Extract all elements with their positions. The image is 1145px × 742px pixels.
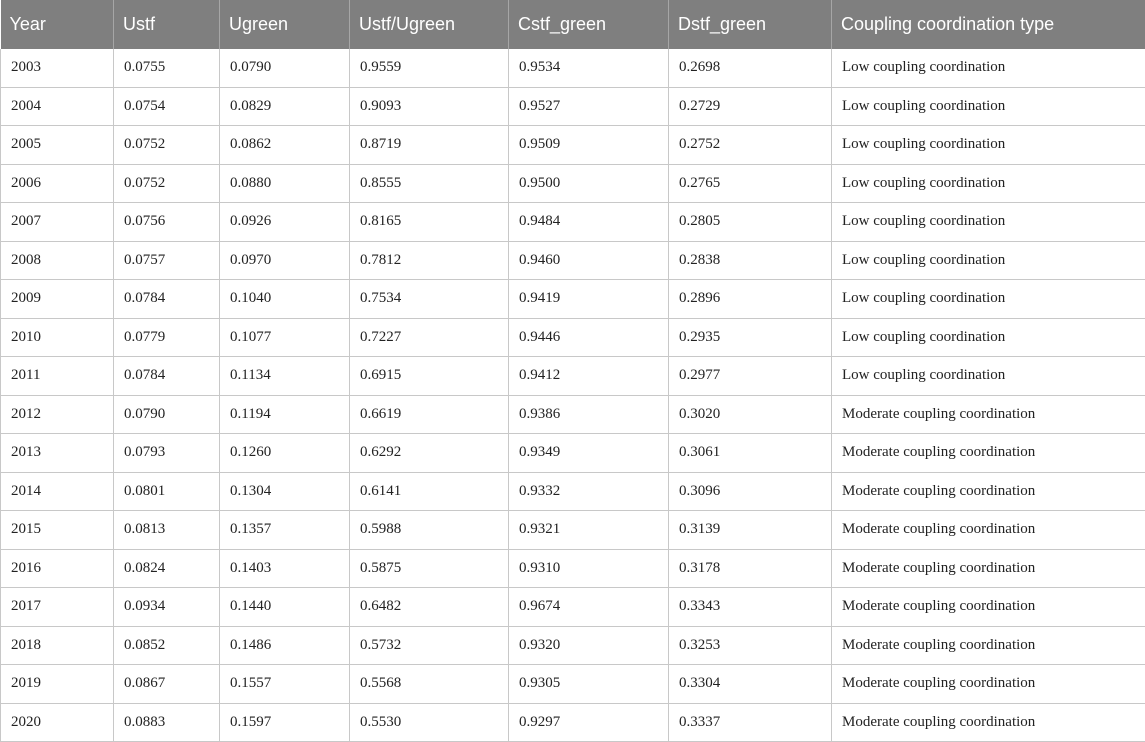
cell-year: 2011: [1, 357, 114, 396]
cell-dstf-green: 0.2698: [669, 49, 832, 87]
table-row: [1, 203, 1145, 242]
cell-year: 2020: [1, 703, 114, 742]
cell-ugreen: 0.1077: [220, 318, 350, 357]
table-header: [1, 0, 1145, 49]
cell-ustf-ugreen: 0.9093: [350, 87, 509, 126]
cell-year: 2018: [1, 626, 114, 665]
cell-ustf: 0.0756: [114, 203, 220, 242]
cell-cstf-green: 0.9321: [509, 511, 669, 550]
cell-dstf-green: 0.3096: [669, 472, 832, 511]
cell-ustf-ugreen: 0.8719: [350, 126, 509, 165]
cell-dstf-green: 0.3061: [669, 434, 832, 473]
column-header-year: Year: [1, 0, 114, 49]
cell-cstf-green: 0.9310: [509, 549, 669, 588]
cell-year: 2009: [1, 280, 114, 319]
cell-dstf-green: 0.3343: [669, 588, 832, 627]
table-row: [1, 126, 1145, 165]
cell-cstf-green: 0.9305: [509, 665, 669, 704]
cell-dstf-green: 0.3337: [669, 703, 832, 742]
header-row: [1, 0, 1145, 49]
cell-ustf: 0.0784: [114, 280, 220, 319]
cell-coupling-type: Low coupling coordination: [832, 203, 1145, 242]
cell-ugreen: 0.1040: [220, 280, 350, 319]
cell-ustf: 0.0801: [114, 472, 220, 511]
table-row: [1, 549, 1145, 588]
cell-dstf-green: 0.2729: [669, 87, 832, 126]
cell-ustf: 0.0754: [114, 87, 220, 126]
cell-dstf-green: 0.3304: [669, 665, 832, 704]
cell-ugreen: 0.1357: [220, 511, 350, 550]
cell-coupling-type: Moderate coupling coordination: [832, 395, 1145, 434]
cell-coupling-type: Low coupling coordination: [832, 357, 1145, 396]
cell-ugreen: 0.1304: [220, 472, 350, 511]
cell-ustf: 0.0824: [114, 549, 220, 588]
cell-ugreen: 0.1557: [220, 665, 350, 704]
table-row: [1, 49, 1145, 87]
cell-coupling-type: Moderate coupling coordination: [832, 626, 1145, 665]
cell-ugreen: 0.0862: [220, 126, 350, 165]
cell-ustf: 0.0793: [114, 434, 220, 473]
cell-dstf-green: 0.2838: [669, 241, 832, 280]
cell-dstf-green: 0.2977: [669, 357, 832, 396]
table-row: [1, 434, 1145, 473]
cell-coupling-type: Low coupling coordination: [832, 318, 1145, 357]
cell-ustf: 0.0755: [114, 49, 220, 87]
cell-ugreen: 0.1260: [220, 434, 350, 473]
table-row: [1, 472, 1145, 511]
column-header-cstf-green: Cstf_green: [509, 0, 669, 49]
cell-ustf: 0.0852: [114, 626, 220, 665]
table-row: [1, 665, 1145, 704]
cell-ugreen: 0.1194: [220, 395, 350, 434]
cell-ustf-ugreen: 0.6619: [350, 395, 509, 434]
cell-coupling-type: Moderate coupling coordination: [832, 549, 1145, 588]
cell-ustf-ugreen: 0.6292: [350, 434, 509, 473]
table-row: [1, 511, 1145, 550]
cell-cstf-green: 0.9500: [509, 164, 669, 203]
cell-cstf-green: 0.9412: [509, 357, 669, 396]
cell-coupling-type: Moderate coupling coordination: [832, 665, 1145, 704]
cell-ustf-ugreen: 0.7227: [350, 318, 509, 357]
cell-coupling-type: Low coupling coordination: [832, 126, 1145, 165]
cell-cstf-green: 0.9509: [509, 126, 669, 165]
column-header-coupling-type: Coupling coordination type: [832, 0, 1145, 49]
column-header-dstf-green: Dstf_green: [669, 0, 832, 49]
cell-ustf: 0.0813: [114, 511, 220, 550]
cell-dstf-green: 0.3139: [669, 511, 832, 550]
cell-ustf: 0.0883: [114, 703, 220, 742]
cell-coupling-type: Moderate coupling coordination: [832, 472, 1145, 511]
cell-year: 2014: [1, 472, 114, 511]
cell-ustf-ugreen: 0.8165: [350, 203, 509, 242]
cell-year: 2004: [1, 87, 114, 126]
table-row: [1, 241, 1145, 280]
cell-ustf: 0.0867: [114, 665, 220, 704]
cell-ustf-ugreen: 0.8555: [350, 164, 509, 203]
cell-cstf-green: 0.9674: [509, 588, 669, 627]
cell-ugreen: 0.1134: [220, 357, 350, 396]
cell-dstf-green: 0.3020: [669, 395, 832, 434]
table-row: [1, 395, 1145, 434]
cell-ustf: 0.0790: [114, 395, 220, 434]
cell-dstf-green: 0.3178: [669, 549, 832, 588]
cell-ugreen: 0.1403: [220, 549, 350, 588]
cell-ustf: 0.0757: [114, 241, 220, 280]
cell-dstf-green: 0.2935: [669, 318, 832, 357]
cell-dstf-green: 0.2765: [669, 164, 832, 203]
cell-cstf-green: 0.9446: [509, 318, 669, 357]
cell-ustf: 0.0934: [114, 588, 220, 627]
column-header-ugreen: Ugreen: [220, 0, 350, 49]
table-row: [1, 588, 1145, 627]
cell-year: 2003: [1, 49, 114, 87]
cell-ugreen: 0.0790: [220, 49, 350, 87]
cell-coupling-type: Low coupling coordination: [832, 87, 1145, 126]
cell-ustf-ugreen: 0.6915: [350, 357, 509, 396]
table-row: [1, 164, 1145, 203]
table-row: [1, 626, 1145, 665]
cell-cstf-green: 0.9484: [509, 203, 669, 242]
cell-ugreen: 0.0829: [220, 87, 350, 126]
table-row: [1, 87, 1145, 126]
cell-coupling-type: Low coupling coordination: [832, 49, 1145, 87]
cell-year: 2019: [1, 665, 114, 704]
table-row: [1, 280, 1145, 319]
cell-cstf-green: 0.9386: [509, 395, 669, 434]
cell-ustf-ugreen: 0.5530: [350, 703, 509, 742]
cell-ugreen: 0.0926: [220, 203, 350, 242]
cell-year: 2008: [1, 241, 114, 280]
table-row: [1, 357, 1145, 396]
cell-cstf-green: 0.9349: [509, 434, 669, 473]
cell-ustf-ugreen: 0.7534: [350, 280, 509, 319]
cell-ustf-ugreen: 0.6141: [350, 472, 509, 511]
cell-cstf-green: 0.9419: [509, 280, 669, 319]
cell-ustf: 0.0752: [114, 126, 220, 165]
cell-ugreen: 0.0880: [220, 164, 350, 203]
table-row: [1, 318, 1145, 357]
cell-coupling-type: Low coupling coordination: [832, 280, 1145, 319]
cell-ustf: 0.0752: [114, 164, 220, 203]
table-row: [1, 703, 1145, 742]
table-body: [1, 49, 1145, 742]
cell-coupling-type: Moderate coupling coordination: [832, 434, 1145, 473]
cell-ustf-ugreen: 0.5988: [350, 511, 509, 550]
cell-dstf-green: 0.2896: [669, 280, 832, 319]
cell-coupling-type: Moderate coupling coordination: [832, 703, 1145, 742]
cell-ustf-ugreen: 0.6482: [350, 588, 509, 627]
cell-cstf-green: 0.9527: [509, 87, 669, 126]
cell-year: 2010: [1, 318, 114, 357]
cell-year: 2007: [1, 203, 114, 242]
cell-ustf: 0.0779: [114, 318, 220, 357]
cell-coupling-type: Moderate coupling coordination: [832, 588, 1145, 627]
cell-coupling-type: Moderate coupling coordination: [832, 511, 1145, 550]
cell-year: 2015: [1, 511, 114, 550]
cell-cstf-green: 0.9320: [509, 626, 669, 665]
cell-year: 2005: [1, 126, 114, 165]
cell-year: 2006: [1, 164, 114, 203]
cell-ugreen: 0.1486: [220, 626, 350, 665]
cell-ustf-ugreen: 0.5875: [350, 549, 509, 588]
cell-cstf-green: 0.9534: [509, 49, 669, 87]
cell-cstf-green: 0.9332: [509, 472, 669, 511]
cell-ugreen: 0.0970: [220, 241, 350, 280]
column-header-ustf: Ustf: [114, 0, 220, 49]
cell-cstf-green: 0.9460: [509, 241, 669, 280]
column-header-ustf-ugreen: Ustf/Ugreen: [350, 0, 509, 49]
cell-ustf-ugreen: 0.5732: [350, 626, 509, 665]
cell-dstf-green: 0.3253: [669, 626, 832, 665]
cell-cstf-green: 0.9297: [509, 703, 669, 742]
cell-ustf: 0.0784: [114, 357, 220, 396]
cell-dstf-green: 0.2805: [669, 203, 832, 242]
cell-ugreen: 0.1440: [220, 588, 350, 627]
cell-year: 2017: [1, 588, 114, 627]
cell-ustf-ugreen: 0.5568: [350, 665, 509, 704]
cell-year: 2013: [1, 434, 114, 473]
cell-year: 2016: [1, 549, 114, 588]
cell-coupling-type: Low coupling coordination: [832, 164, 1145, 203]
cell-coupling-type: Low coupling coordination: [832, 241, 1145, 280]
cell-ustf-ugreen: 0.7812: [350, 241, 509, 280]
cell-year: 2012: [1, 395, 114, 434]
cell-ustf-ugreen: 0.9559: [350, 49, 509, 87]
cell-dstf-green: 0.2752: [669, 126, 832, 165]
cell-ugreen: 0.1597: [220, 703, 350, 742]
